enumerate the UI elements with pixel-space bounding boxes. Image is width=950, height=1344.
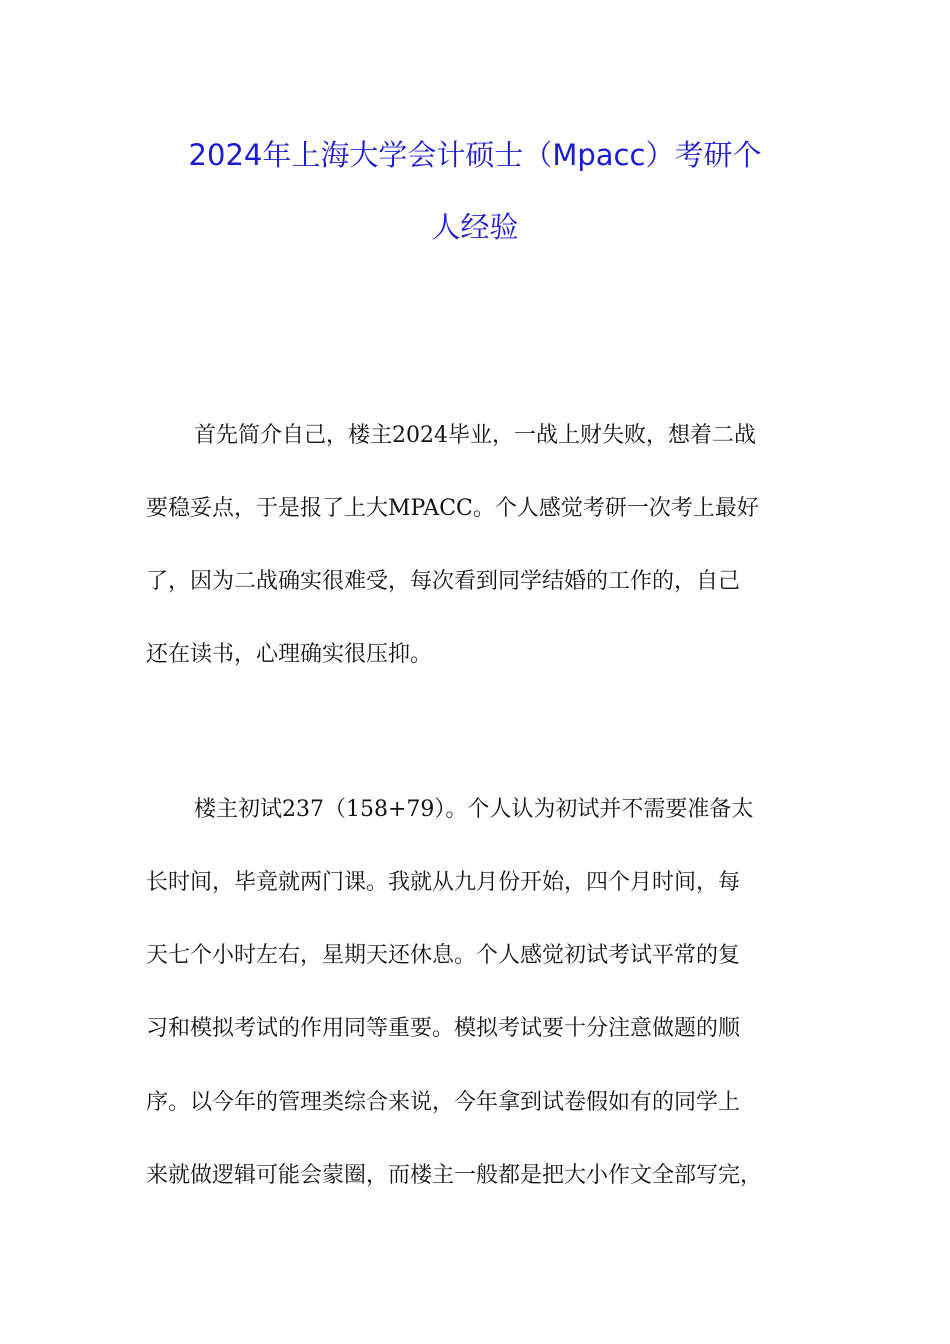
document-title-line-2: 人经验 (431, 210, 519, 244)
paragraph-2-line-1: 楼主初试237（158+79）。个人认为初试并不需要准备太 (194, 797, 754, 822)
document-title-line-1: 2024年上海大学会计硕士（Mpacc）考研个 (188, 138, 762, 172)
paragraph-1-line-1: 首先简介自己，楼主2024毕业，一战上财失败，想着二战 (194, 423, 756, 448)
paragraph-1-line-4: 还在读书，心理确实很压抑。 (146, 642, 433, 667)
paragraph-1-line-3: 了，因为二战确实很难受，每次看到同学结婚的工作的，自己 (146, 569, 741, 594)
paragraph-2-line-5: 序。以今年的管理类综合来说，今年拿到试卷假如有的同学上 (146, 1090, 741, 1115)
paragraph-2-line-3: 天七个小时左右，星期天还休息。个人感觉初试考试平常的复 (146, 943, 741, 968)
paragraph-1-line-2: 要稳妥点，于是报了上大MPACC。个人感觉考研一次考上最好 (146, 496, 759, 521)
paragraph-2-line-2: 长时间，毕竟就两门课。我就从九月份开始，四个月时间，每 (146, 870, 741, 895)
paragraph-2-line-6: 来就做逻辑可能会蒙圈，而楼主一般都是把大小作文全部写完， (146, 1163, 763, 1188)
paragraph-2-line-4: 习和模拟考试的作用同等重要。模拟考试要十分注意做题的顺 (146, 1016, 741, 1041)
